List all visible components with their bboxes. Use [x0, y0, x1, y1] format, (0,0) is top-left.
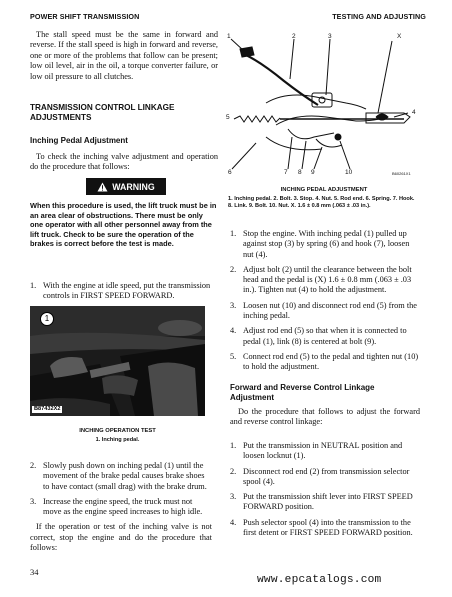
running-header-right: TESTING AND ADJUSTING — [332, 12, 426, 21]
diagram-caption-text: 1. Inching pedal. 2. Bolt. 3. Stop. 4. Nut. 5. Rod end. 6. Spring. 7. Hook. 8. Link. 9. Bolt. 10. Nut. X. 1.6 ± 0.8 mm (.063 ± .03 in.). — [228, 196, 415, 210]
list-item: 2. Slowly push down on inching pedal (1) until the movement of the brake pedal causes brake shoes to have contact (small drag) with the brake drum. — [30, 461, 207, 491]
warning-label: WARNING — [112, 181, 155, 192]
inching-test-photo — [30, 306, 205, 416]
section-heading — [30, 103, 218, 123]
list-item: 2. Adjust bolt (2) until the clearance between the bolt head and the pedal is (X) 1.6 ± 0.8 mm (.063 ± .03 in.). Tighten nut (4) to hold the adjustment. — [230, 264, 412, 295]
subsection-title: Inching Pedal Adjustment — [30, 136, 128, 145]
list-item: 1. Put the transmission in NEUTRAL position and loosen locknut (1). — [230, 441, 403, 461]
running-header-left: POWER SHIFT TRANSMISSION — [30, 12, 140, 21]
diagram-label-4: 4 — [412, 109, 416, 116]
list-item: 1. Stop the engine. With inching pedal (1) pulled up against stop (3) by spring (6) and hook (7), loosen nut (4). — [230, 229, 410, 259]
diagram-caption-title: INCHING PEDAL ADJUSTMENT — [280, 187, 368, 193]
section2-heading — [230, 383, 420, 403]
diagram-label-10: 10 — [345, 169, 353, 176]
pedal-linkage-drawing — [226, 33, 422, 183]
section2-intro: Do the procedure that follows to adjust the forward and reverse control linkage: — [230, 407, 420, 427]
diagram-label-8: 8 — [298, 169, 302, 176]
diagram-tag: B60261X1 — [392, 171, 411, 176]
list-item: 5. Connect rod end (5) to the pedal and tighten nut (10) to hold the adjustment. — [230, 351, 419, 372]
intro-paragraph: The stall speed must be the same in forward and reverse. If the stall speed is high in forward and reverse, one or more of the problems that follow can be present; low oil level, air in the oil, a torque converter failure, or low oil pressure to all clutches. — [30, 30, 218, 81]
section-title-line1: TRANSMISSION CONTROL LINKAGE — [30, 103, 175, 112]
diagram-label-6: 6 — [228, 169, 232, 176]
diagram-label-9: 9 — [311, 169, 315, 176]
list-item: 4. Push selector spool (4) into the transmission to the first detent or FIRST SPEED FORWARD position. — [230, 517, 413, 538]
left-outro: If the operation or test of the inching valve is not correct, stop the engine and do the procedure that follows: — [30, 522, 212, 553]
diagram-label-x: X — [397, 33, 402, 40]
callout-1: 1 — [40, 312, 54, 326]
list-item: 3. Loosen nut (10) and disconnect rod end (5) from the inching pedal. — [230, 300, 417, 321]
left-steps-b — [30, 461, 212, 517]
right-steps — [230, 229, 420, 373]
list-item: 3. Increase the engine speed, the truck must not move as the engine speed increases to high idle. — [30, 496, 203, 517]
list-item: 4. Adjust rod end (5) so that when it is connected to pedal (1), link (8) is centered at bolt (9). — [230, 326, 407, 346]
subsection-intro: To check the inching valve adjustment and operation do the procedure that follows: — [30, 152, 218, 172]
watermark-link[interactable]: www.epcatalogs.com — [257, 574, 382, 586]
list-item: 3. Put the transmission shift lever into FIRST SPEED FORWARD position. — [230, 492, 413, 512]
warning-triangle-icon — [97, 182, 108, 192]
section-title-line2: ADJUSTMENTS — [30, 113, 92, 122]
photo-caption-title: INCHING OPERATION TEST — [79, 428, 156, 434]
section2-steps — [230, 441, 420, 538]
left-steps-a — [30, 281, 212, 302]
section2-title-line2: Adjustment — [230, 393, 274, 402]
inching-pedal-diagram — [226, 33, 422, 183]
diagram-label-3: 3 — [328, 33, 332, 40]
page-number: 34 — [30, 567, 39, 577]
photo-tag: B87432X2 — [34, 406, 61, 412]
list-item: 2. Disconnect rod end (2) from transmission selector spool (4). — [230, 466, 410, 486]
left-column — [30, 30, 218, 82]
diagram-label-5: 5 — [226, 114, 230, 121]
list-item: 1. With the engine at idle speed, put the transmission controls in FIRST SPEED FORWARD. — [30, 281, 211, 301]
photo-caption-items: 1. Inching pedal. — [95, 437, 140, 443]
warning-banner — [86, 178, 166, 195]
section2-title-line1: Forward and Reverse Control Linkage — [230, 383, 375, 392]
diagram-label-2: 2 — [292, 33, 296, 40]
diagram-label-7: 7 — [284, 169, 288, 176]
diagram-label-1: 1 — [227, 33, 231, 40]
photo-image — [30, 306, 205, 416]
warning-text: When this procedure is used, the lift truck must be in an area clear of obstructions. There must be only one operator with all other personnel away from the lift truck. Check to be sure the operation of the brakes is correct before the test is made. — [30, 201, 217, 249]
